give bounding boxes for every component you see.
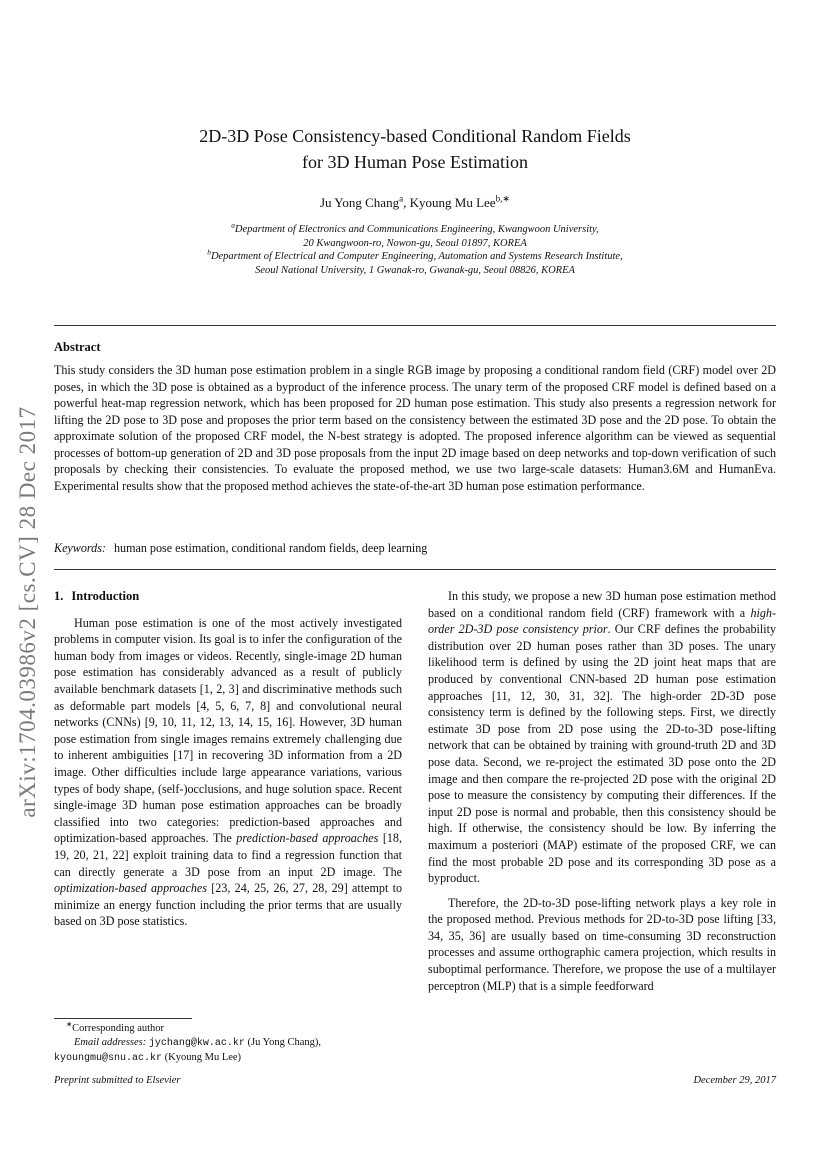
author-1: Ju Yong Chang bbox=[319, 195, 400, 210]
keywords-text: human pose estimation, conditional random fields, deep learning bbox=[113, 541, 428, 555]
footnote-emails-line-2: kyoungmu@snu.ac.kr (Kyoung Mu Lee) bbox=[54, 1052, 242, 1064]
title-line-1: 2D-3D Pose Consistency-based Conditional Random Fields bbox=[199, 126, 631, 146]
affiliations bbox=[100, 220, 730, 277]
abstract-bottom-rule bbox=[54, 569, 776, 570]
citation-link[interactable]: [18, 19, 20, 21, 22] bbox=[54, 831, 402, 862]
arxiv-identifier-sidebar bbox=[8, 352, 48, 872]
citation-link[interactable]: [4, 5, 6, 7, 8] bbox=[196, 698, 271, 713]
abstract-heading: Abstract bbox=[54, 340, 101, 354]
footnote-emails-line-1: Email addresses: jychang@kw.ac.kr (Ju Yong Chang), bbox=[74, 1037, 322, 1049]
author-separator: , bbox=[403, 195, 410, 210]
footer-date: December 29, 2017 bbox=[693, 1075, 776, 1086]
footnote bbox=[54, 1019, 402, 1066]
paper-title bbox=[100, 123, 730, 175]
affiliation-a-line-2: 20 Kwangwoon-ro, Nowon-gu, Seoul 01897, KOREA bbox=[303, 237, 527, 249]
author-2-affiliation-mark: b,∗ bbox=[495, 193, 511, 204]
section-heading-introduction bbox=[54, 588, 402, 605]
keywords bbox=[54, 541, 776, 556]
footnote-corresponding: ∗Corresponding author bbox=[66, 1019, 165, 1034]
keywords-label: Keywords: bbox=[54, 541, 106, 555]
section-number: 1. bbox=[54, 589, 64, 603]
intro-paragraph-3: Therefore, the 2D-to-3D pose-lifting network plays a key role in the proposed method. Previous methods for 2D-to-3D pose lifting [33, 34, 35, 36] are usually based on time-consuming 3D reconstruction processes and assume orthographic camera projection, which results in suboptimal performance. Therefore, we propose the use of a multilayer perceptron (MLP) that is a simple feedforward bbox=[428, 895, 776, 993]
left-column bbox=[54, 588, 402, 938]
citation-link[interactable]: [9, 10, 11, 12, 13, 14, 15, 16] bbox=[144, 715, 293, 730]
email-link-2[interactable]: kyoungmu@snu.ac.kr bbox=[54, 1053, 163, 1064]
affiliation-a-mark: a bbox=[231, 220, 235, 230]
email-label: Email addresses: bbox=[74, 1037, 147, 1048]
citation-link[interactable]: [1, 2, 3] bbox=[199, 681, 239, 696]
citation-link[interactable]: [17] bbox=[173, 748, 194, 763]
abstract-top-rule bbox=[54, 325, 776, 326]
affiliation-b-line-2: Seoul National University, 1 Gwanak-ro, Gwanak-gu, Seoul 08826, KOREA bbox=[255, 264, 575, 276]
email-link-1[interactable]: jychang@kw.ac.kr bbox=[148, 1038, 245, 1049]
affiliation-a-line-1: $^a$Department of Electronics and Communications Engineering, Kwangwoon University, bbox=[231, 220, 599, 235]
footer-preprint-note: Preprint submitted to Elsevier bbox=[54, 1075, 181, 1086]
footnote-rule bbox=[54, 1018, 192, 1019]
author-list bbox=[100, 195, 730, 211]
author-1-affiliation-mark: a bbox=[399, 193, 404, 204]
citation-link[interactable]: [11, 12, 30, 31, 32] bbox=[491, 688, 610, 703]
title-line-2: for 3D Human Pose Estimation bbox=[302, 152, 528, 172]
citation-link[interactable]: [33, 34, 35, 36] bbox=[428, 912, 776, 943]
footnote-mark: ∗ bbox=[66, 1019, 73, 1029]
affiliation-b-mark: b bbox=[207, 247, 211, 257]
author-2: Kyoung Mu Lee bbox=[409, 195, 496, 210]
abstract-body: This study considers the 3D human pose estimation problem in a single RGB image by proposing a conditional random field (CRF) model over 2D poses, in which the 3D pose is obtained as a byproduct of the inference process. The unary term of the proposed CRF model is defined based on a powerful heat-map regression network, which has been proposed for 2D human pose estimation. This study also presents a regression network for lifting the 2D pose to 3D pose and proposes the prior term based on the consistency between the estimated 3D pose and the 2D pose. To obtain the approximate solution of the proposed CRF model, the N-best strategy is adopted. The proposed inference algorithm can be viewed as sequential processes of bottom-up generation of 2D and 3D pose proposals from the input 2D image based on deep networks and top-down verification of such proposals by checking their consistencies. To evaluate the proposed method, we use two large-scale datasets: Human3.6M and HumanEva. Experimental results show that the proposed method achieves the state-of-the-art 3D human pose estimation performance. bbox=[54, 363, 776, 493]
arxiv-identifier: arXiv:1704.03986v2 [cs.CV] 28 Dec 2017 bbox=[15, 406, 40, 818]
right-column bbox=[428, 588, 776, 1002]
section-title: Introduction bbox=[71, 589, 140, 603]
intro-paragraph-1: Human pose estimation is one of the most actively investigated problems in computer vision. Its goal is to infer the configuration of the human body from images or videos. Recently, single-image 2D human pose estimation has considerably advanced as a result of publicly available benchmark datasets [1, 2, 3] and discriminative methods such as deformable part models [4, 5, 6, 7, 8] and convolutional neural networks (CNNs) [9, 10, 11, 12, 13, 14, 15, 16]. However, 3D human pose estimation from single images remains extremely challenging due to inherent ambiguities [17] in recovering 3D information from a 2D image. Other difficulties include large appearance variations, various types of body shape, (self-)occlusions, and huge solution space. Recent single-image 3D human pose estimation approaches can be broadly classified into two categories: prediction-based approaches and optimization-based approaches. The prediction-based approaches [18, 19, 20, 21, 22] exploit training data to find a regression function that can directly generate a 3D pose from an input 2D image. The optimization-based approaches [23, 24, 25, 26, 27, 28, 29] attempt to minimize an energy function including the prior terms that are usually based on 3D pose statistics. bbox=[54, 615, 403, 929]
affiliation-b-line-1: $^b$Department of Electrical and Computer Engineering, Automation and Systems Research Institute, bbox=[207, 247, 623, 262]
intro-paragraph-2: In this study, we propose a new 3D human pose estimation method based on a conditional random field (CRF) framework with a high-order 2D-3D pose consistency prior. Our CRF defines the probability distribution over 2D human poses rather than 3D poses. The unary likelihood term is defined by using the 2D joint heat maps that are produced by conventional CNN-based 2D human pose estimation approaches [11, 12, 30, 31, 32]. The high-order 2D-3D pose consistency term is defined by the following steps. First, we directly estimate 3D pose from 2D pose using the 2D-to-3D pose-lifting network that can be obtained by training with ground-truth 2D and 3D pose data. Second, we re-project the estimated 3D pose onto the 2D image and then compare the re-projected 2D pose with the original 2D pose to measure the consistency by computing their differences. If the input 2D pose is normal and probable, then this consistency should be high. If otherwise, the consistency should be low. By inferring the maximum a posteriori (MAP) estimate of the proposed CRF, we can find the most probable 2D pose and its corresponding 3D pose as a byproduct. bbox=[428, 589, 777, 886]
citation-link[interactable]: [23, 24, 25, 26, 27, 28, 29] bbox=[211, 881, 348, 896]
